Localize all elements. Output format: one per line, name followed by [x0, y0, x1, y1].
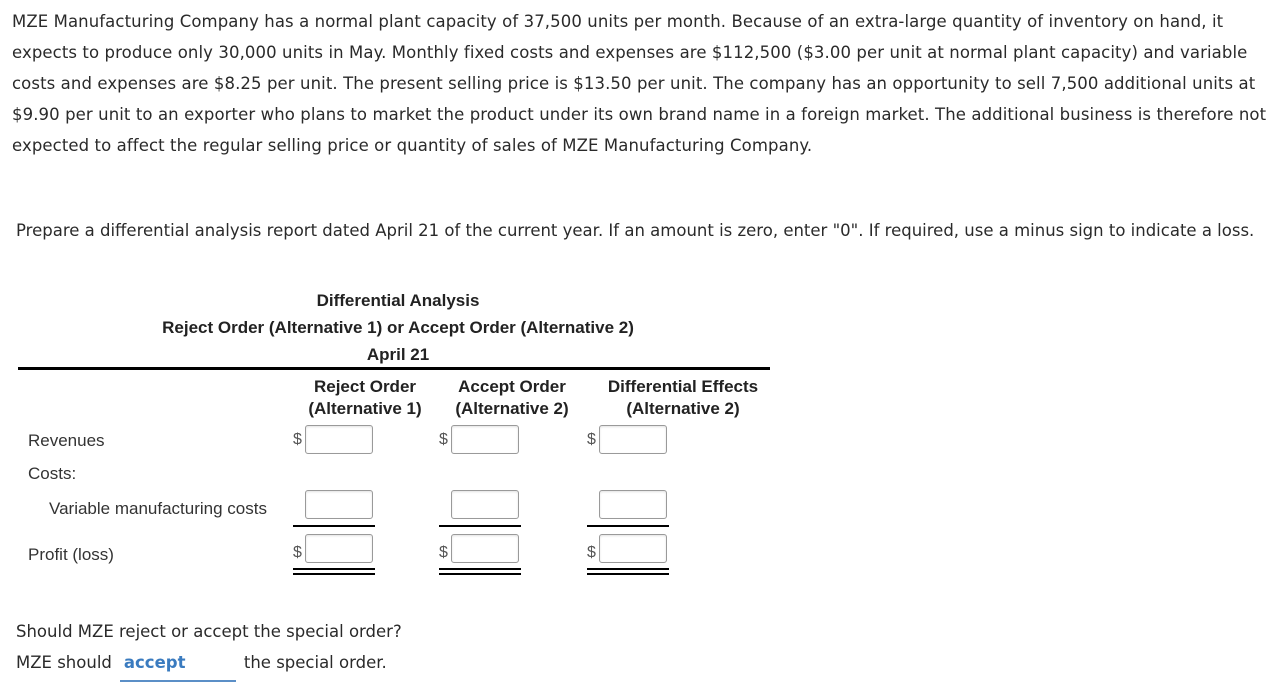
variable-costs-differential-input[interactable] — [599, 490, 667, 519]
total-double-rule — [587, 568, 669, 575]
revenues-differential-input[interactable] — [599, 425, 667, 454]
variable-costs-accept-input[interactable] — [451, 490, 519, 519]
report-title: Differential Analysis — [316, 291, 480, 310]
revenues-reject-input[interactable] — [305, 425, 373, 454]
problem-statement — [12, 6, 1274, 161]
column-header-reject: Reject Order (Alternative 1) — [308, 377, 422, 418]
row-label-revenues: Revenues — [28, 431, 105, 450]
profit-accept-input[interactable] — [451, 534, 519, 563]
variable-costs-reject-input[interactable] — [305, 490, 373, 519]
decision-dropdown[interactable]: accept — [120, 647, 236, 682]
dollar-sign: $ — [587, 544, 596, 561]
answer-line — [16, 647, 402, 682]
question-text: Should MZE reject or accept the special order? — [16, 622, 402, 641]
header-rule — [18, 367, 770, 370]
profit-differential-input[interactable] — [599, 534, 667, 563]
report-date: April 21 — [366, 345, 430, 364]
total-double-rule — [439, 568, 521, 575]
dollar-sign: $ — [439, 544, 448, 561]
subtotal-rule — [587, 525, 669, 527]
answer-prefix: MZE should — [16, 653, 112, 672]
column-header-accept: Accept Order (Alternative 2) — [455, 377, 569, 418]
profit-reject-input[interactable] — [305, 534, 373, 563]
row-label-variable-costs: Variable manufacturing costs — [49, 499, 267, 518]
row-label-profit: Profit (loss) — [28, 545, 114, 564]
answer-suffix: the special order. — [243, 653, 387, 672]
dollar-sign: $ — [439, 431, 448, 448]
dollar-sign: $ — [587, 431, 596, 448]
report-subtitle: Reject Order (Alternative 1) or Accept Order (Alternative 2) — [162, 318, 634, 337]
decision-question — [16, 616, 402, 682]
subtotal-rule — [439, 525, 521, 527]
revenues-accept-input[interactable] — [451, 425, 519, 454]
column-header-differential: Differential Effects (Alternative 2) — [607, 377, 759, 418]
subtotal-rule — [293, 525, 375, 527]
instructions: Prepare a differential analysis report dated April 21 of the current year. If an amount is zero, enter "0". If required, use a minus sign to indicate a loss. — [16, 221, 1255, 240]
problem-paragraph: MZE Manufacturing Company has a normal plant capacity of 37,500 units per month. Because of an extra-large quantity of inventory on hand, it expects to produce only 30,000 units in May. Monthly fixed costs and expenses are $112,500 ($3.00 per unit at normal plant capacity) and variable costs and expenses are $8.25 per unit. The present selling price is $13.50 per unit. The company has an opportunity to sell 7,500 additional units at $9.90 per unit to an exporter who plans to market the product under its own brand name in a foreign market. The additional business is therefore not expected to affect the regular selling price or quantity of sales of MZE Manufacturing Company. — [12, 12, 1267, 155]
dollar-sign: $ — [293, 431, 302, 448]
total-double-rule — [293, 568, 375, 575]
row-label-costs: Costs: — [28, 464, 77, 483]
dollar-sign: $ — [293, 544, 302, 561]
